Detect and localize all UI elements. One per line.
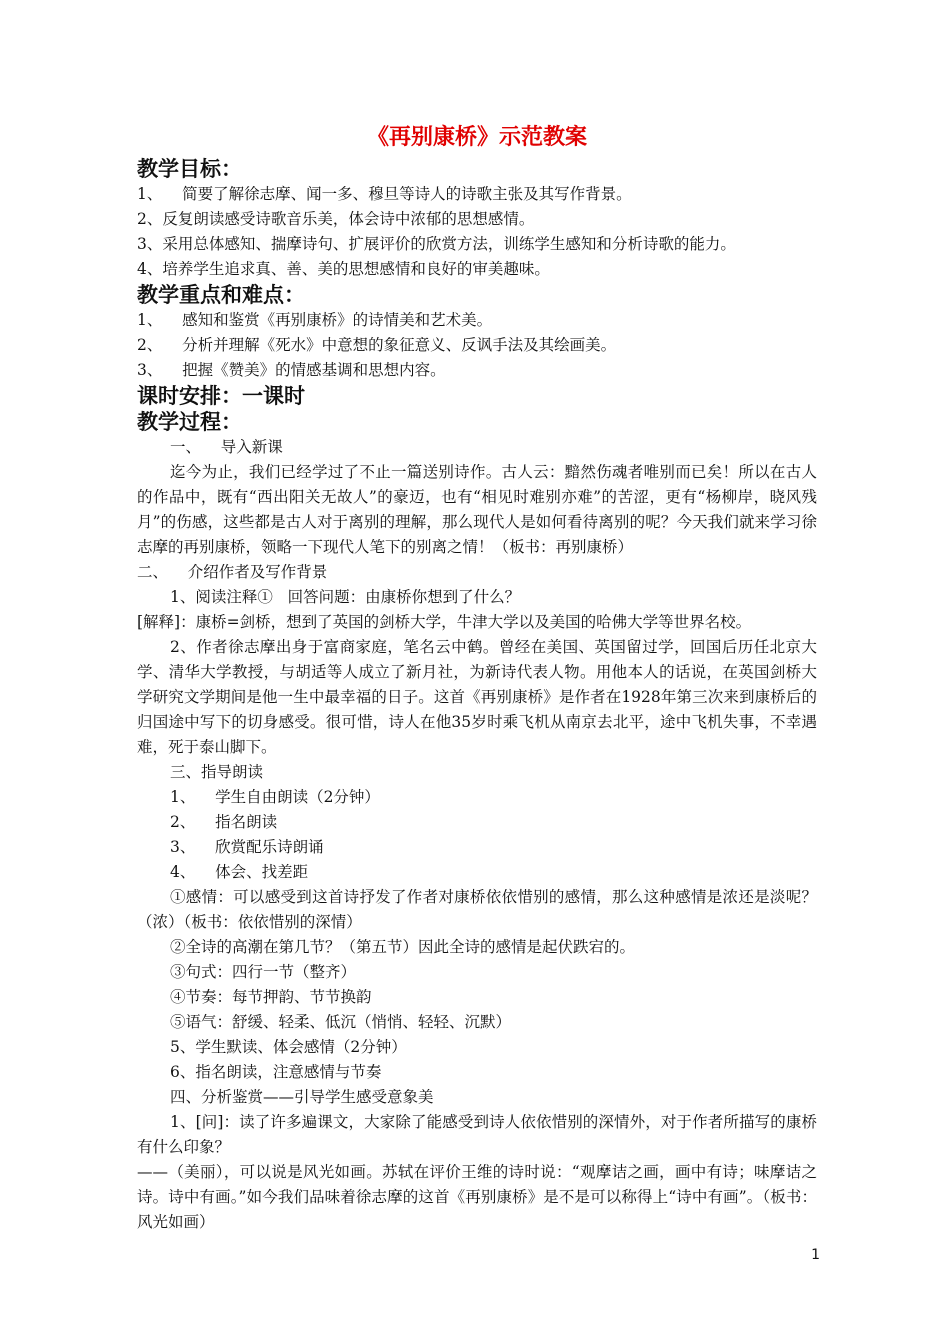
goal-item: 2、反复朗读感受诗歌音乐美，体会诗中浓郁的思想感情。 (137, 210, 535, 228)
process-paragraph: 2、作者徐志摩出身于富商家庭，笔名云中鹤。曾经在美国、英国留过学，回国后历任北京大学、清华大学教授，与胡适等人成立了新月社，为新诗代表人物。用他本人的话说，在英国剑桥大学研究文学期间是他一生中最幸福的日子。这首《再别康桥》是作者在1928年第三次来到康桥后的归国途中写下的切身感受。很可惜，诗人在他35岁时乘飞机从南京去北平，途中飞机失事，不幸遇难，死于泰山脚下。 (137, 638, 817, 756)
goal-item: 4、培养学生追求真、善、美的思想感情和良好的审美趣味。 (137, 260, 550, 278)
reading-step: 1、 学生自由朗读（2分钟） (170, 788, 380, 806)
reading-comment: ⑤语气：舒缓、轻柔、低沉（悄悄、轻轻、沉默） (170, 1013, 512, 1031)
reading-comment: ④节奏：每节押韵、节节换韵 (170, 988, 372, 1006)
document-content (137, 120, 817, 1235)
page-number: 1 (811, 1247, 820, 1263)
key-point-item: 1、 感知和鉴赏《再别康桥》的诗情美和艺术美。 (137, 311, 493, 329)
process-paragraph: 迄今为止，我们已经学过了不止一篇送别诗作。古人云：黯然伤魂者唯别而已矣！所以在古人的作品中，既有“西出阳关无故人”的豪迈，也有“相见时难别亦难”的苦涩，更有“杨柳岸，晓风残月”的伤感，这些都是古人对于离别的理解，那么现代人是如何看待离别的呢？今天我们就来学习徐志摩的再别康桥，领略一下现代人笔下的别离之情！（板书：再别康桥） (137, 463, 817, 556)
goal-item: 3、采用总体感知、揣摩诗句、扩展评价的欣赏方法，训练学生感知和分析诗歌的能力。 (137, 235, 736, 253)
process-section-title: 三、指导朗读 (170, 763, 264, 781)
reading-step: 3、 欣赏配乐诗朗诵 (170, 838, 324, 856)
process-section-title: 四、分析鉴赏——引导学生感受意象美 (170, 1088, 434, 1106)
reading-comment: ③句式：四行一节（整齐） (170, 963, 357, 981)
process-answer: ——（美丽），可以说是风光如画。苏轼在评价王维的诗时说：“观摩诘之画，画中有诗；味摩诘之诗。诗中有画。”如今我们品味着徐志摩的这首《再别康桥》是不是可以称得上“诗中有画”。（板书：风光如画） (137, 1163, 817, 1231)
goal-item: 1、 简要了解徐志摩、闻一多、穆旦等诗人的诗歌主张及其写作背景。 (137, 185, 632, 203)
reading-step: 2、 指名朗读 (170, 813, 278, 831)
process-question: 1、阅读注释① 回答问题：由康桥你想到了什么？ (170, 588, 521, 606)
reading-comment: ①感情：可以感受到这首诗抒发了作者对康桥依依惜别的感情，那么这种感情是浓还是淡呢？（浓）（板书：依依惜别的深情） (137, 888, 817, 931)
heading-teaching-goals: 教学目标： (137, 157, 242, 181)
reading-step: 5、学生默读、体会感情（2分钟） (170, 1038, 407, 1056)
document-title: 《再别康桥》示范教案 (366, 124, 587, 150)
heading-process: 教学过程： (137, 410, 242, 434)
key-point-item: 3、 把握《赞美》的情感基调和思想内容。 (137, 361, 446, 379)
reading-step: 6、指名朗读，注意感情与节奏 (170, 1063, 382, 1081)
heading-schedule: 课时安排：一课时 (137, 384, 305, 408)
process-section-title: 二、 介绍作者及写作背景 (137, 563, 328, 581)
process-answer: [解释]：康桥=剑桥，想到了英国的剑桥大学，牛津大学以及美国的哈佛大学等世界名校。 (137, 613, 752, 631)
heading-key-points: 教学重点和难点： (137, 283, 305, 307)
reading-step: 4、 体会、找差距 (170, 863, 309, 881)
reading-comment: ②全诗的高潮在第几节？（第五节）因此全诗的感情是起伏跌宕的。 (170, 938, 636, 956)
key-point-item: 2、 分析并理解《死水》中意想的象征意义、反讽手法及其绘画美。 (137, 336, 617, 354)
process-section-title: 一、 导入新课 (170, 438, 283, 456)
process-question: 1、[问]：读了许多遍课文，大家除了能感受到诗人依依惜别的深情外，对于作者所描写的康桥有什么印象？ (137, 1113, 817, 1156)
